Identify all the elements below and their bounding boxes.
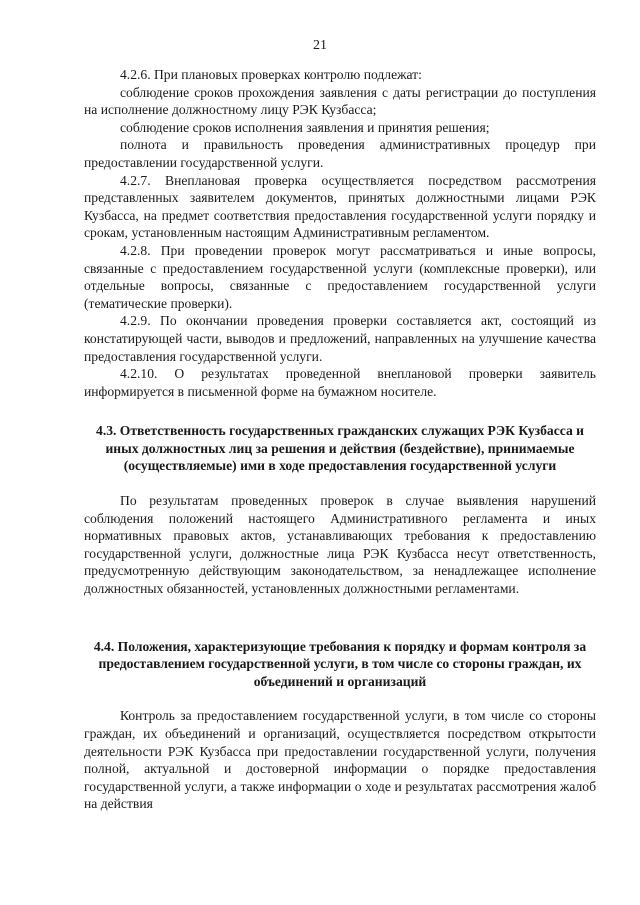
document-body [84, 66, 596, 813]
paragraph-4-2-6: 4.2.6. При плановых проверках контролю подлежат: [120, 67, 422, 82]
spacer [84, 690, 596, 707]
paragraph-4-4: Контроль за предоставлением государственной услуги, в том числе со стороны граждан, их объединений и организаций, осуществляется посредством открытости деятельности РЭК Кузбасса при предоставлении государственной услуги, получения полной, актуальной и достоверной информации о порядке предоставления государственной услуги, а также информации о ходе и результатах рассмотрения жалоб на действия [84, 708, 596, 812]
spacer [84, 598, 596, 638]
paragraph-deadline-registration: соблюдение сроков прохождения заявления с даты регистрации до поступления на исполнение должностному лицу РЭК Кузбасса; [84, 84, 596, 118]
page-number: 21 [313, 38, 327, 53]
paragraph-completeness: полнота и правильность проведения административных процедур при предоставлении государственной услуги. [84, 137, 596, 170]
spacer [84, 475, 596, 492]
paragraph-deadline-decision: соблюдение сроков исполнения заявления и принятия решения; [120, 119, 490, 135]
section-heading-4-3: 4.3. Ответственность государственных гражданских служащих РЭК Кузбасса и иных должностных лиц за решения и действия (бездействие), принимаемые (осуществляемые) ими в ходе предоставления государственной услуги [96, 423, 584, 474]
paragraph-4-2-10: 4.2.10. О результатах проведенной внеплановой проверки заявитель информируется в письменной форме на бумажном носителе. [84, 366, 596, 399]
paragraph-4-2-8: 4.2.8. При проведении проверок могут рассматриваться и иные вопросы, связанные с предоставлением государственной услуги (комплексные проверки), или отдельные вопросы, связанные с предоставлением государственной услуги (тематические проверки). [84, 242, 596, 311]
paragraph-4-2-9: 4.2.9. По окончании проведения проверки составляется акт, состоящий из констатирующей части, выводов и предложений, направленных на улучшение качества предоставления государственной услуги. [84, 313, 596, 364]
spacer [84, 400, 596, 422]
section-heading-4-4: 4.4. Положения, характеризующие требования к порядку и формам контроля за предоставлением государственной услуги, в том числе со стороны граждан, их объединений и организаций [93, 638, 587, 689]
paragraph-4-3: По результатам проведенных проверок в случае выявления нарушений соблюдения положений настоящего Административного регламента и иных нормативных правовых актов, устанавливающих требования к предоставлению государственной услуги, должностные лица РЭК Кузбасса несут ответственность, предусмотренную действующим законодательством, за ненадлежащее исполнение должностных обязанностей, установленных должностными регламентами. [84, 493, 596, 597]
paragraph-4-2-7: 4.2.7. Внеплановая проверка осуществляется посредством рассмотрения представленных заявителем документов, принятых должностными лицами РЭК Кузбасса, на предмет соответствия предоставления государственной услуги порядку и срокам, установленным настоящим Административным регламентом. [84, 172, 596, 241]
